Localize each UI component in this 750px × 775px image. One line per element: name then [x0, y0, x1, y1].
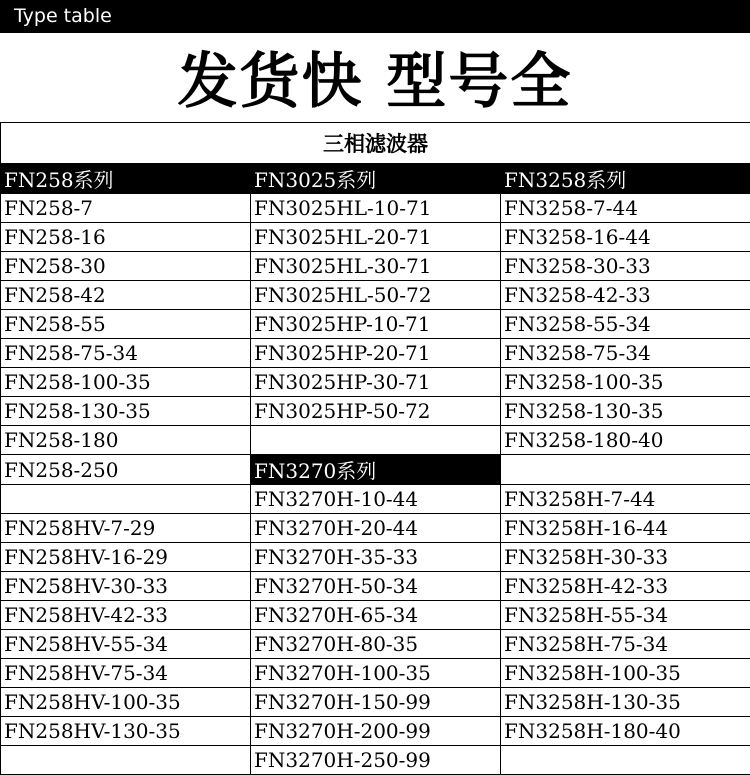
table-row	[1, 310, 750, 339]
model-cell: FN3270H-10-44	[251, 485, 501, 514]
model-cell: FN3258-42-33	[501, 281, 750, 310]
model-cell: FN258-42	[1, 281, 251, 310]
model-cell: FN3258-130-35	[501, 397, 750, 426]
table-row	[1, 514, 750, 543]
model-cell: FN258-75-34	[1, 339, 251, 368]
model-cell: FN3258H-30-33	[501, 543, 750, 572]
table-row	[1, 252, 750, 281]
model-cell: FN3258-30-33	[501, 252, 750, 281]
series-header-cell: FN3258系列	[501, 164, 750, 194]
model-cell: FN3025HL-10-71	[251, 194, 501, 223]
model-cell: FN258HV-16-29	[1, 543, 251, 572]
model-cell: FN3258H-180-40	[501, 717, 750, 746]
model-cell: FN3258-7-44	[501, 194, 750, 223]
model-cell: FN258-180	[1, 426, 251, 455]
table-row	[1, 426, 750, 455]
model-cell	[501, 455, 750, 485]
model-cell: FN3025HP-50-72	[251, 397, 501, 426]
model-cell: FN3270H-250-99	[251, 746, 501, 775]
model-cell: FN3258H-16-44	[501, 514, 750, 543]
table-row	[1, 659, 750, 688]
model-cell: FN3270H-35-33	[251, 543, 501, 572]
model-cell: FN3025HL-50-72	[251, 281, 501, 310]
model-cell: FN3025HP-10-71	[251, 310, 501, 339]
headline: 发货快 型号全	[0, 44, 750, 120]
table-row	[1, 601, 750, 630]
table-row	[1, 688, 750, 717]
model-cell: FN258-250	[1, 455, 251, 485]
table-row	[1, 164, 750, 194]
model-cell: FN3025HP-20-71	[251, 339, 501, 368]
table-row	[1, 746, 750, 775]
table-row	[1, 572, 750, 601]
model-cell	[251, 426, 501, 455]
model-cell: FN258HV-75-34	[1, 659, 251, 688]
model-cell	[501, 746, 750, 775]
model-cell: FN258-30	[1, 252, 251, 281]
table-row	[1, 630, 750, 659]
model-cell: FN3270H-100-35	[251, 659, 501, 688]
table-row	[1, 717, 750, 746]
model-cell	[1, 485, 251, 514]
model-cell: FN258HV-7-29	[1, 514, 251, 543]
model-cell: FN3258H-75-34	[501, 630, 750, 659]
table-row	[1, 543, 750, 572]
model-cell: FN258-100-35	[1, 368, 251, 397]
model-cell: FN3025HP-30-71	[251, 368, 501, 397]
top-bar	[0, 0, 750, 33]
table-row	[1, 194, 750, 223]
model-cell: FN3270H-20-44	[251, 514, 501, 543]
table-row	[1, 223, 750, 252]
series-header-cell: FN3025系列	[251, 164, 501, 194]
model-cell: FN258-7	[1, 194, 251, 223]
model-cell: FN3258-100-35	[501, 368, 750, 397]
model-cell: FN258-130-35	[1, 397, 251, 426]
model-cell: FN3270H-50-34	[251, 572, 501, 601]
model-cell: FN3270H-80-35	[251, 630, 501, 659]
model-cell: FN258-55	[1, 310, 251, 339]
model-cell	[1, 746, 251, 775]
model-cell: FN3258H-100-35	[501, 659, 750, 688]
series-header-cell: FN258系列	[1, 164, 251, 194]
model-cell: FN3258-180-40	[501, 426, 750, 455]
model-cell: FN3258H-42-33	[501, 572, 750, 601]
model-cell: FN258HV-30-33	[1, 572, 251, 601]
model-cell: FN258HV-130-35	[1, 717, 251, 746]
table-row	[1, 485, 750, 514]
model-cell: FN258HV-100-35	[1, 688, 251, 717]
model-cell: FN3258H-130-35	[501, 688, 750, 717]
table-row	[1, 339, 750, 368]
model-cell: FN3258-16-44	[501, 223, 750, 252]
model-cell: FN3258H-7-44	[501, 485, 750, 514]
model-cell: FN3025HL-30-71	[251, 252, 501, 281]
model-cell: FN3270H-200-99	[251, 717, 501, 746]
series-header-cell: FN3270系列	[251, 455, 501, 485]
table-title: 三相滤波器	[1, 123, 750, 164]
model-cell: FN3258-75-34	[501, 339, 750, 368]
model-cell: FN3258H-55-34	[501, 601, 750, 630]
model-cell: FN258HV-42-33	[1, 601, 251, 630]
type-table	[0, 122, 750, 775]
table-row	[1, 281, 750, 310]
model-cell: FN3258-55-34	[501, 310, 750, 339]
model-cell: FN3270H-65-34	[251, 601, 501, 630]
model-cell: FN258HV-55-34	[1, 630, 251, 659]
table-row	[1, 455, 750, 485]
model-cell: FN3025HL-20-71	[251, 223, 501, 252]
table-row	[1, 368, 750, 397]
table-row	[1, 397, 750, 426]
table-title-row	[1, 123, 750, 164]
model-cell: FN258-16	[1, 223, 251, 252]
model-cell: FN3270H-150-99	[251, 688, 501, 717]
top-bar-label: Type table	[14, 5, 112, 27]
